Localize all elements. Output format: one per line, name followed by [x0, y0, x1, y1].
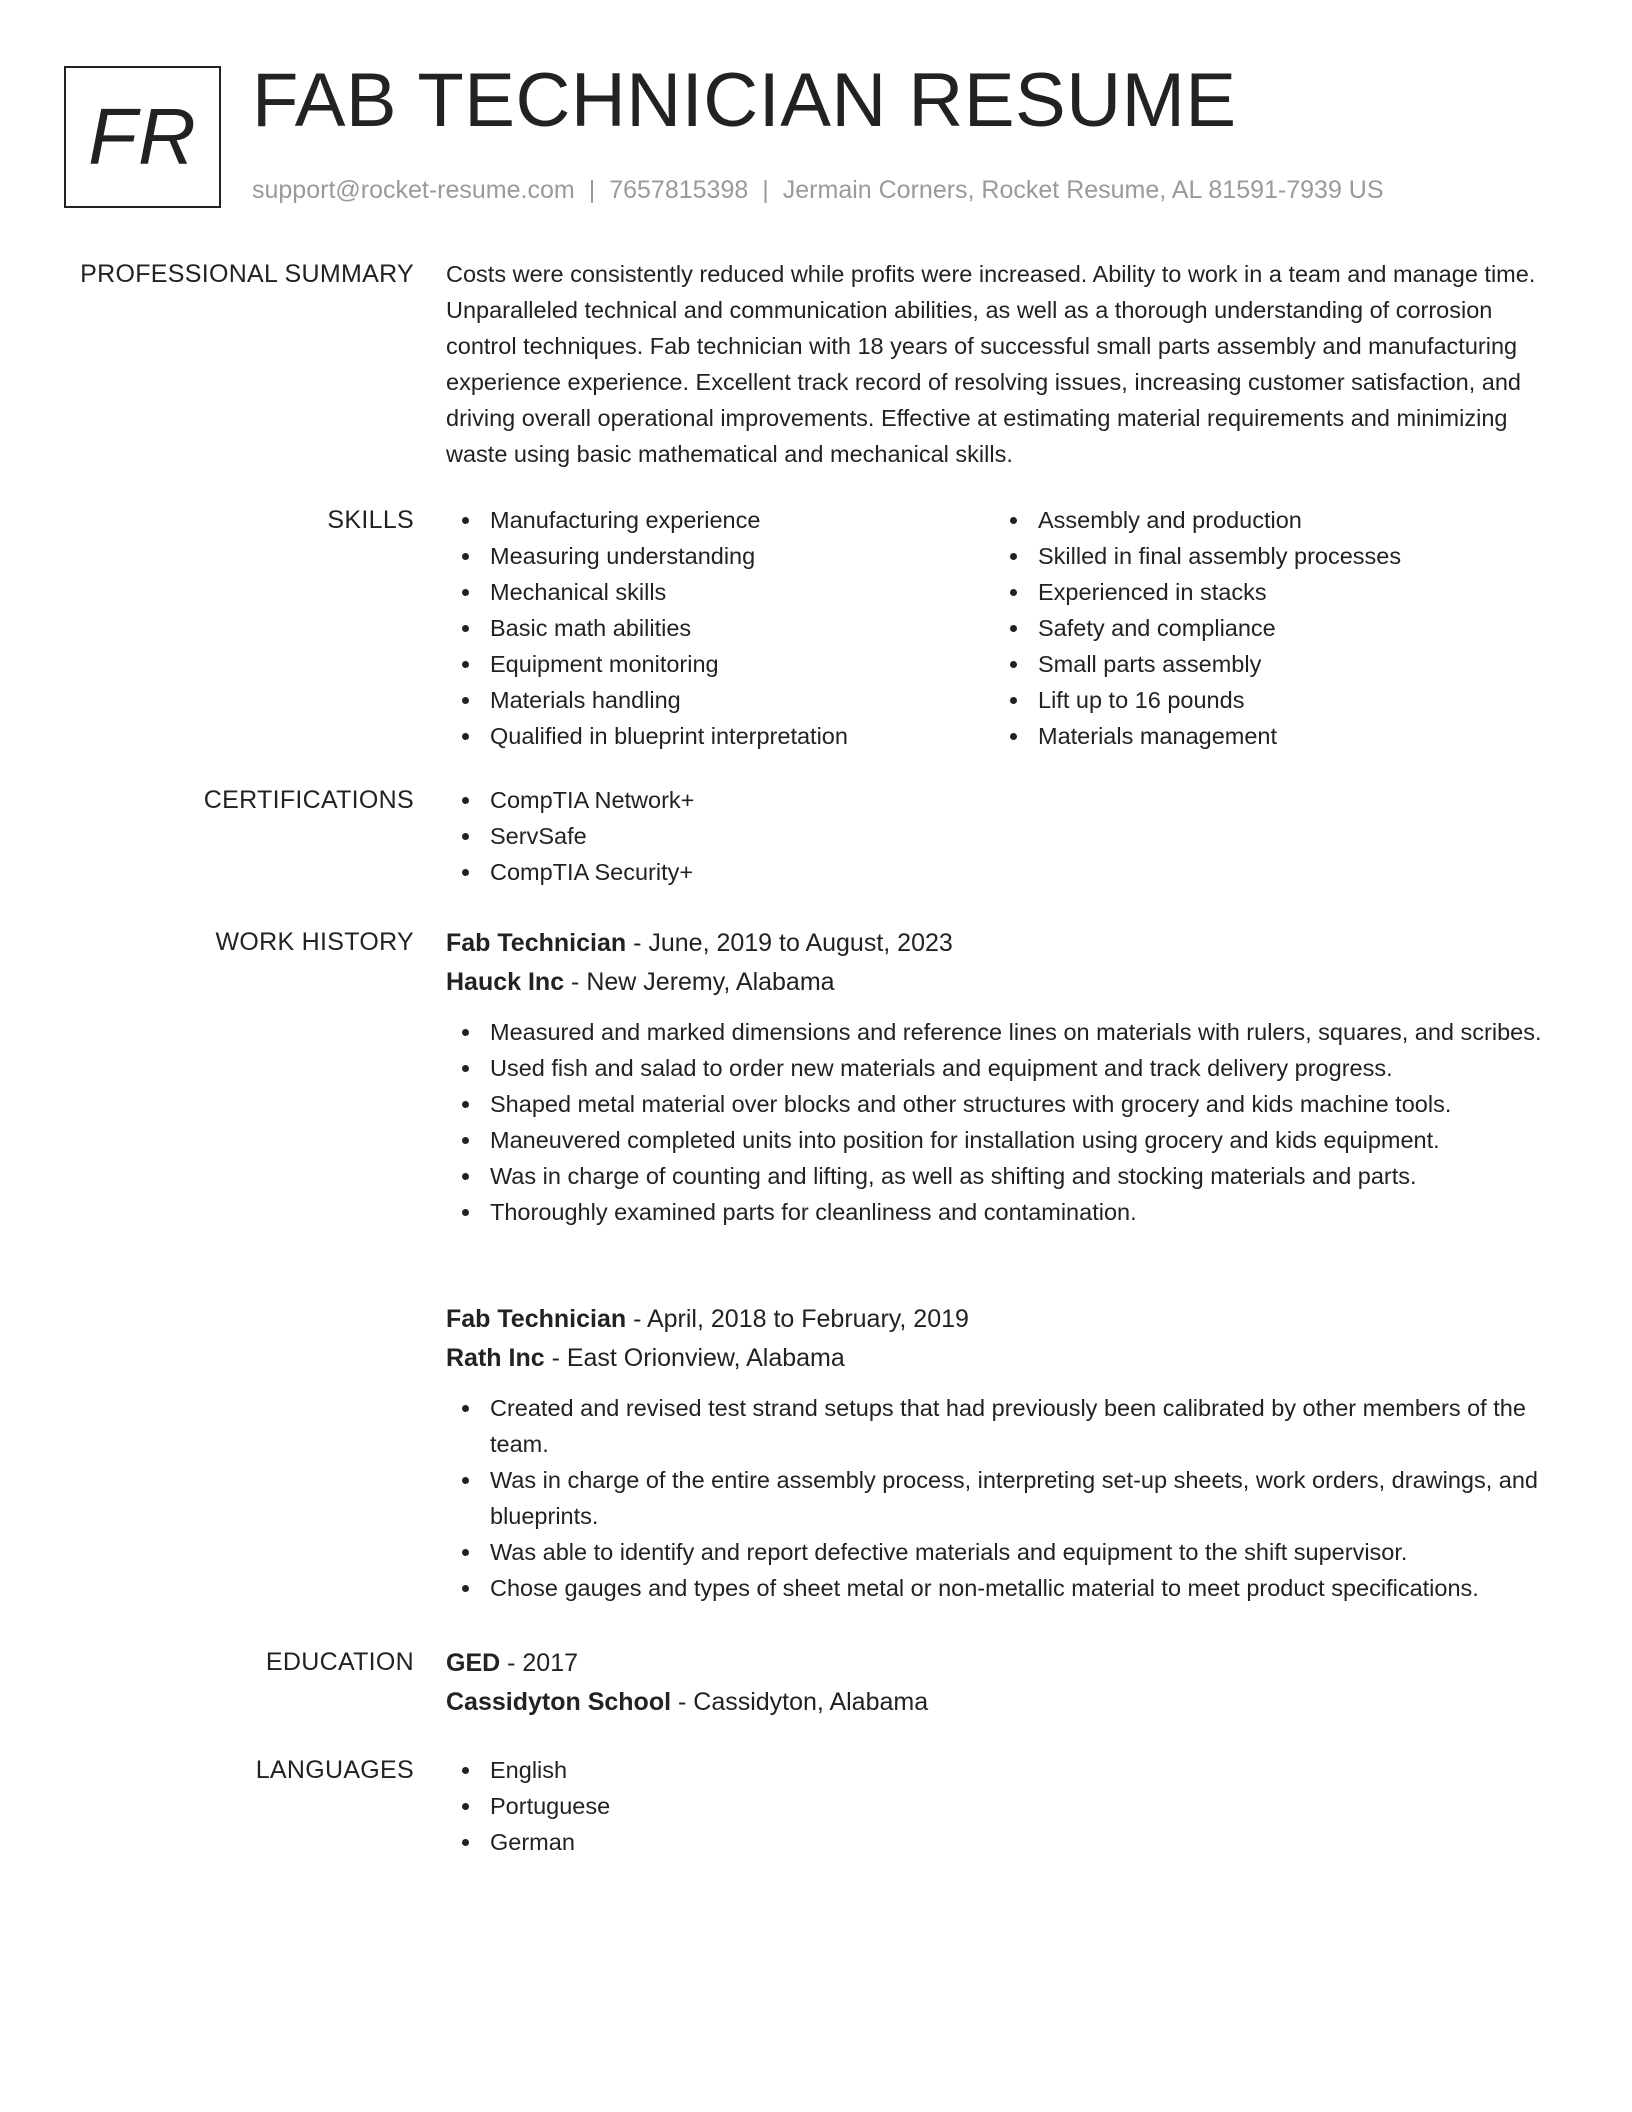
education-year: - 2017 — [500, 1649, 579, 1677]
languages-list — [446, 1752, 1564, 1860]
contact-address: Jermain Corners, Rocket Resume, AL 81591-7939 US — [782, 176, 1384, 204]
job-title-line — [446, 924, 1564, 963]
job-bullets — [446, 1390, 1564, 1606]
job-company-line — [446, 963, 1564, 1002]
contact-separator: | — [588, 176, 596, 204]
skill-item: Assembly and production — [994, 502, 1542, 538]
job-bullet: Shaped metal material over blocks and other structures with grocery and kids machine tools. — [446, 1086, 1564, 1122]
language-item: German — [446, 1824, 1564, 1860]
summary-text: Costs were consistently reduced while profits were increased. Ability to work in a team and manage time. Unparalleled technical and communication abilities, as well as a thorough understanding of corrosion control techniques. Fab technician with 18 years of successful small parts assembly and manufacturing experience experience. Excellent track record of resolving issues, increasing customer satisfaction, and driving overall operational improvements. Effective at estimating material requirements and minimizing waste using basic mathematical and mechanical skills. — [446, 261, 1536, 467]
job-bullet: Maneuvered completed units into position for installation using grocery and kids equipment. — [446, 1122, 1564, 1158]
job-company-line — [446, 1339, 1564, 1378]
job-title-line — [446, 1300, 1564, 1339]
contact-phone: 7657815398 — [609, 176, 749, 204]
skill-item: Basic math abilities — [446, 610, 994, 646]
skill-item: Experienced in stacks — [994, 574, 1542, 610]
education-location: - Cassidyton, Alabama — [671, 1688, 929, 1716]
contact-separator: | — [762, 176, 769, 204]
certifications-list — [446, 782, 1564, 890]
job-title: Fab Technician — [446, 929, 627, 957]
section-label-languages: LANGUAGES — [255, 1756, 414, 1784]
job-bullet: Thoroughly examined parts for cleanliness and contamination. — [446, 1194, 1564, 1230]
job-entry — [446, 1300, 1564, 1606]
section-label-education: EDUCATION — [265, 1648, 414, 1676]
job-dates: - June, 2019 to August, 2023 — [626, 929, 953, 957]
language-item: English — [446, 1752, 1564, 1788]
work-history-content-2 — [446, 1300, 1564, 1606]
job-company: Hauck Inc — [446, 968, 565, 996]
language-item: Portuguese — [446, 1788, 1564, 1824]
job-title: Fab Technician — [446, 1305, 627, 1333]
job-bullet: Was in charge of the entire assembly process, interpreting set-up sheets, work orders, drawings, and blueprints. — [446, 1462, 1564, 1534]
monogram-logo: FR — [64, 66, 221, 208]
education-content — [446, 1644, 1564, 1722]
skill-item: Small parts assembly — [994, 646, 1542, 682]
certification-item: CompTIA Security+ — [446, 854, 1564, 890]
certification-item: CompTIA Network+ — [446, 782, 1564, 818]
job-location: - New Jeremy, Alabama — [564, 968, 835, 996]
job-bullet: Chose gauges and types of sheet metal or non-metallic material to meet product specifications. — [446, 1570, 1564, 1606]
education-school-line — [446, 1683, 1564, 1722]
resume-title: FAB TECHNICIAN RESUME — [252, 58, 1237, 143]
skill-item: Safety and compliance — [994, 610, 1542, 646]
job-company: Rath Inc — [446, 1344, 545, 1372]
education-school: Cassidyton School — [446, 1688, 672, 1716]
section-label-certifications: CERTIFICATIONS — [203, 786, 414, 814]
section-label-summary: PROFESSIONAL SUMMARY — [80, 260, 414, 288]
job-bullet: Was in charge of counting and lifting, as well as shifting and stocking materials and parts. — [446, 1158, 1564, 1194]
skills-columns — [446, 502, 1564, 754]
contact-line — [252, 174, 1384, 206]
skills-list-left — [446, 502, 994, 754]
education-degree: GED — [446, 1649, 501, 1677]
skills-list-right — [994, 502, 1542, 754]
job-bullet: Measured and marked dimensions and reference lines on materials with rulers, squares, and scribes. — [446, 1014, 1564, 1050]
skill-item: Skilled in final assembly processes — [994, 538, 1542, 574]
contact-email: support@rocket-resume.com — [252, 176, 575, 204]
certifications-content — [446, 782, 1564, 890]
skill-item: Mechanical skills — [446, 574, 994, 610]
job-bullet: Was able to identify and report defective materials and equipment to the shift supervisor. — [446, 1534, 1564, 1570]
certification-item: ServSafe — [446, 818, 1564, 854]
job-bullet: Created and revised test strand setups that had previously been calibrated by other members of the team. — [446, 1390, 1564, 1462]
skill-item: Materials handling — [446, 682, 994, 718]
work-history-content — [446, 924, 1564, 1230]
job-entry — [446, 924, 1564, 1230]
skill-item: Manufacturing experience — [446, 502, 994, 538]
job-dates: - April, 2018 to February, 2019 — [626, 1305, 969, 1333]
skill-item: Qualified in blueprint interpretation — [446, 718, 994, 754]
skill-item: Materials management — [994, 718, 1542, 754]
section-label-skills: SKILLS — [327, 506, 414, 534]
job-location: - East Orionview, Alabama — [544, 1344, 845, 1372]
skill-item: Equipment monitoring — [446, 646, 994, 682]
education-degree-line — [446, 1644, 1564, 1683]
section-label-work-history: WORK HISTORY — [215, 928, 414, 956]
skill-item: Measuring understanding — [446, 538, 994, 574]
job-bullets — [446, 1014, 1564, 1230]
skill-item: Lift up to 16 pounds — [994, 682, 1542, 718]
job-bullet: Used fish and salad to order new materials and equipment and track delivery progress. — [446, 1050, 1564, 1086]
languages-content — [446, 1752, 1564, 1860]
